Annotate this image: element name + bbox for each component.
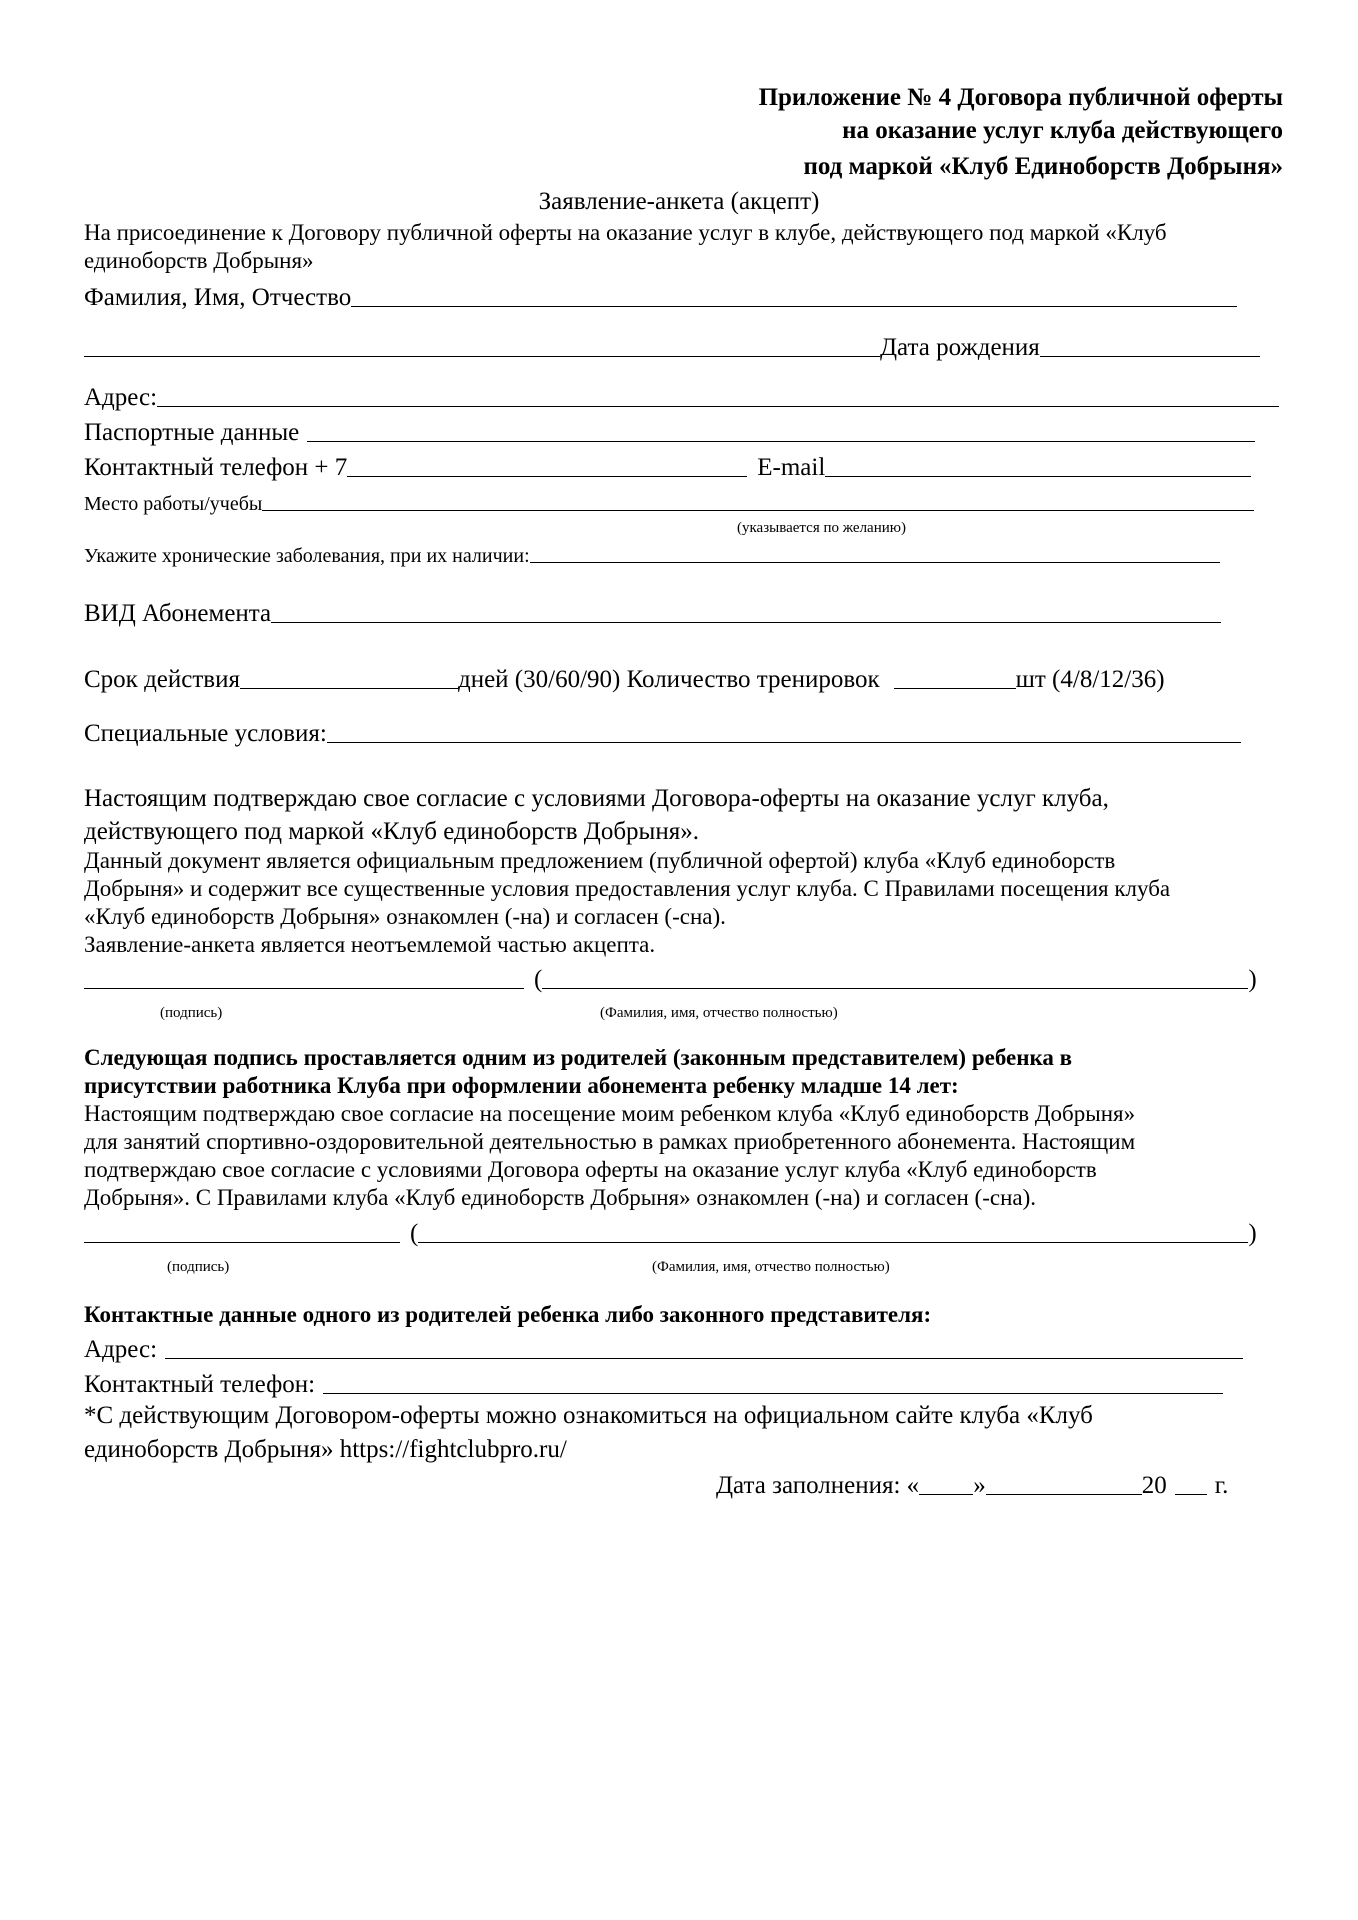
signature-1-caption: (подпись) (160, 1005, 223, 1021)
consent-line-5: «Клуб единоборств Добрыня» ознакомлен (-на) и согласен (-сна). (84, 904, 726, 929)
fill-date-month-line[interactable] (986, 1494, 1142, 1495)
phone-label: Контактный телефон + 7 (84, 454, 348, 481)
special-conditions-row (84, 714, 1241, 748)
consent-line-3: Данный документ является официальным предложением (публичной офертой) клуба «Клуб единоборств (84, 848, 1116, 873)
birth-date-label: Дата рождения (880, 334, 1040, 361)
fio-continuation-line[interactable] (84, 356, 880, 357)
signature-1-close-paren: ) (1248, 966, 1257, 993)
fill-date-year-suffix: г. (1214, 1472, 1229, 1499)
intro-line-1: На присоединение к Договору публичной оферты на оказание услуг в клубе, действующего под маркой «Клуб (84, 220, 1167, 245)
birth-date-input-line[interactable] (1040, 356, 1260, 357)
signature-1-row (84, 960, 1257, 994)
phone-input-line[interactable] (347, 476, 747, 477)
consent-line-1: Настоящим подтверждаю свое согласие с условиями Договора-оферты на оказание услуг клуба, (84, 785, 1109, 812)
special-conditions-label: Специальные условия: (84, 720, 327, 747)
signature-1-line[interactable] (84, 988, 524, 989)
full-name-1-line[interactable] (542, 988, 1248, 989)
email-label: E-mail (757, 454, 826, 481)
fill-date-day-line[interactable] (919, 1494, 973, 1495)
address-row (84, 378, 1279, 412)
address-label: Адрес: (84, 384, 158, 411)
days-label: дней (30/60/90) Количество тренировок (457, 666, 880, 693)
pieces-label: шт (4/8/12/36) (1015, 666, 1165, 693)
email-input-line[interactable] (825, 476, 1251, 477)
chronic-row (84, 538, 1220, 568)
work-row (84, 486, 1254, 516)
subscription-type-input-line[interactable] (271, 622, 1221, 623)
work-input-line[interactable] (262, 510, 1254, 511)
footer-note-line-1: *С действующим Договором-оферты можно ознакомиться на официальном сайте клуба «Клуб (84, 1402, 1093, 1429)
fio-input-line[interactable] (351, 306, 1237, 307)
fill-date-row (716, 1466, 1228, 1500)
appendix-header-line-2: на оказание услуг клуба действующего (842, 117, 1283, 144)
consent-line-4: Добрыня» и содержит все существенные условия предоставления услуг клуба. С Правилами посещения клуба (84, 876, 1171, 901)
parent-consent-line-3: подтверждаю свое согласие с условиями Договора оферты на оказание услуг клуба «Клуб единоборств (84, 1157, 1097, 1182)
parent-consent-line-1: Настоящим подтверждаю свое согласие на посещение моим ребенком клуба «Клуб единоборств Добрыня» (84, 1101, 1136, 1126)
chronic-input-line[interactable] (530, 562, 1220, 563)
subscription-type-label: ВИД Абонемента (84, 600, 272, 627)
work-optional-note: (указывается по желанию) (737, 520, 906, 536)
validity-row (84, 660, 1165, 694)
parent-contacts-heading: Контактные данные одного из родителей ребенка либо законного представителя: (84, 1302, 932, 1327)
special-conditions-input-line[interactable] (327, 742, 1241, 743)
signature-2-close-paren: ) (1248, 1220, 1257, 1247)
parent-address-row (84, 1330, 1243, 1364)
passport-input-line[interactable] (307, 441, 1255, 442)
full-name-2-caption: (Фамилия, имя, отчество полностью) (652, 1259, 890, 1275)
chronic-label: Укажите хронические заболевания, при их наличии: (84, 545, 530, 567)
full-name-1-caption: (Фамилия, имя, отчество полностью) (600, 1005, 838, 1021)
fill-date-year-prefix: 20 (1141, 1472, 1167, 1499)
signature-2-open-paren: ( (410, 1220, 419, 1247)
parent-notice-line-1: Следующая подпись проставляется одним из родителей (законным представителем) ребенка в (84, 1045, 1073, 1070)
full-name-2-line[interactable] (418, 1242, 1248, 1243)
form-title: Заявление-анкета (акцепт) (538, 188, 820, 215)
footer-note-line-2: единоборств Добрыня» https://fightclubpro.ru/ (84, 1436, 567, 1463)
signature-1-open-paren: ( (534, 966, 543, 993)
intro-line-2: единоборств Добрыня» (84, 248, 314, 273)
parent-address-label: Адрес: (84, 1336, 158, 1363)
parent-notice-line-2: присутствии работника Клуба при оформлении абонемента ребенку младше 14 лет: (84, 1073, 959, 1098)
passport-row (84, 413, 1255, 447)
parent-consent-line-2: для занятий спортивно-оздоровительной деятельностью в рамках приобретенного абонемента. Настоящим (84, 1129, 1136, 1154)
fio-label: Фамилия, Имя, Отчество (84, 284, 352, 311)
trainings-count-input-line[interactable] (894, 688, 1016, 689)
subscription-type-row (84, 594, 1221, 628)
passport-label: Паспортные данные (84, 419, 300, 446)
parent-address-input-line[interactable] (165, 1358, 1243, 1359)
birth-date-row (84, 328, 1260, 362)
appendix-header-line-3: под маркой «Клуб Единоборств Добрыня» (803, 153, 1283, 180)
fio-row (84, 278, 1237, 312)
phone-email-row (84, 448, 1251, 482)
appendix-header-line-1: Приложение № 4 Договора публичной оферты (758, 84, 1283, 111)
parent-phone-input-line[interactable] (323, 1393, 1223, 1394)
fill-date-year-line[interactable] (1175, 1494, 1207, 1495)
signature-2-line[interactable] (84, 1242, 400, 1243)
fill-date-label: Дата заполнения: « (716, 1472, 920, 1499)
parent-phone-label: Контактный телефон: (84, 1371, 316, 1398)
validity-label: Срок действия (84, 666, 240, 693)
consent-line-6: Заявление-анкета является неотъемлемой частью акцепта. (84, 932, 656, 957)
fill-date-close-quote: » (973, 1472, 986, 1499)
parent-phone-row (84, 1365, 1223, 1399)
signature-2-row (84, 1214, 1257, 1248)
consent-line-2: действующего под маркой «Клуб единоборств Добрыня». (84, 818, 699, 845)
signature-2-caption: (подпись) (167, 1259, 230, 1275)
work-label: Место работы/учебы (84, 493, 263, 515)
validity-input-line[interactable] (240, 688, 458, 689)
address-input-line[interactable] (157, 406, 1279, 407)
parent-consent-line-4: Добрыня». С Правилами клуба «Клуб единоборств Добрыня» ознакомлен (-на) и согласен (-сна). (84, 1185, 1037, 1210)
